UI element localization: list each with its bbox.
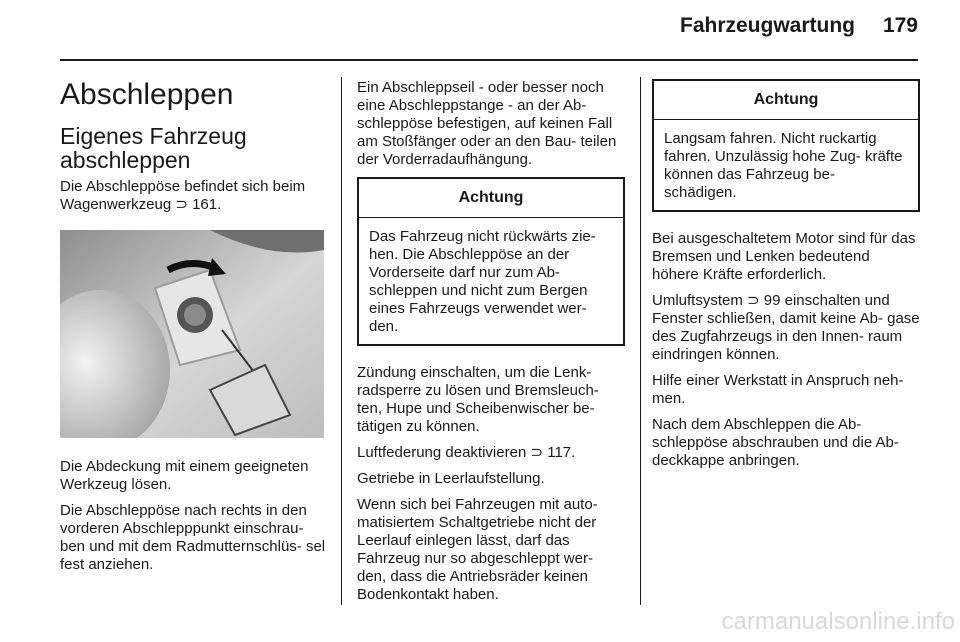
paragraph: Hilfe einer Werkstatt in Anspruch neh- men.	[652, 372, 904, 407]
warning-title: Achtung	[654, 81, 918, 120]
tow-eye-cover-photo	[60, 230, 324, 438]
paragraph	[652, 292, 920, 364]
paragraph: Nach dem Abschleppen die Ab- schleppöse abschrauben und die Ab- deckkappe anbringen.	[652, 416, 899, 469]
paragraph: Die Abschleppöse nach rechts in den vorderen Abschlepppunkt einschrau- ben und mit dem Radmutternschlüs- sel fest anziehen.	[60, 502, 326, 573]
paragraph-text: einschalten und Fenster schließen, damit keine Ab- gase des Zugfahrzeugs in den Innen- raum eindringen können.	[652, 292, 920, 363]
column-divider-2	[640, 77, 641, 605]
section-heading: Abschleppen	[60, 78, 234, 111]
paragraph: Wenn sich bei Fahrzeugen mit auto- matisiertem Schaltgetriebe nicht der Leerlauf einlegen lässt, darf das Fahrzeug nur so abgeschleppt wer- den, dass die Antriebsräder keinen Bodenkontakt haben.	[357, 496, 598, 603]
paragraph: Die Abdeckung mit einem geeigneten Werkzeug lösen.	[60, 458, 309, 493]
page-reference-icon: ⊃	[530, 444, 544, 461]
paragraph: Zündung einschalten, um die Lenk- radsperre zu lösen und Bremsleuch- ten, Hupe und Scheibenwischer be- tätigen zu können.	[357, 364, 599, 435]
warning-title: Achtung	[359, 179, 623, 218]
page-reference: 117.	[547, 444, 576, 461]
column-2	[357, 79, 625, 612]
column-1	[60, 72, 328, 582]
page-reference-icon: ⊃	[175, 196, 188, 213]
warning-box	[652, 79, 920, 212]
paragraph-text: Luftfederung deaktivieren	[357, 444, 527, 461]
paragraph	[60, 178, 328, 214]
paragraph: Bei ausgeschaltetem Motor sind für das Bremsen und Lenken bedeutend höhere Kräfte erforderlich.	[652, 230, 916, 283]
column-3	[652, 79, 920, 478]
paragraph: Getriebe in Leerlaufstellung.	[357, 470, 545, 487]
paragraph: Ein Abschleppseil - oder besser noch eine Abschleppstange - an der Ab- schleppöse befestigen, auf keinen Fall am Stoßfänger oder an den Bau- teilen der Vorderradaufhängung.	[357, 79, 617, 168]
page-reference: 99	[763, 292, 781, 309]
page-reference-icon: ⊃	[747, 292, 760, 309]
page-reference: 161.	[192, 196, 222, 213]
column-divider-1	[341, 77, 342, 605]
page-header-title: Fahrzeugwartung	[680, 14, 856, 37]
warning-text: Das Fahrzeug nicht rückwärts zie- hen. Die Abschleppöse an der Vorderseite darf nur zum Ab- schleppen und nicht zum Bergen eines Fahrzeugs verwendet wer- den.	[369, 228, 596, 335]
paragraph-text: Die Abschleppöse befindet sich beim Wagenwerkzeug	[60, 178, 306, 213]
subsection-heading: Eigenes Fahrzeug abschleppen	[60, 123, 247, 173]
warning-text: Langsam fahren. Nicht ruckartig fahren. Unzulässig hohe Zug- kräfte können das Fahrzeug be- schädigen.	[664, 130, 903, 201]
paragraph	[357, 444, 625, 462]
page-number: 179	[882, 14, 918, 37]
header-divider	[60, 59, 918, 61]
paragraph-text: Umluftsystem	[652, 292, 743, 309]
site-watermark: carmanualsonline.info	[721, 608, 955, 635]
warning-box	[357, 177, 625, 346]
